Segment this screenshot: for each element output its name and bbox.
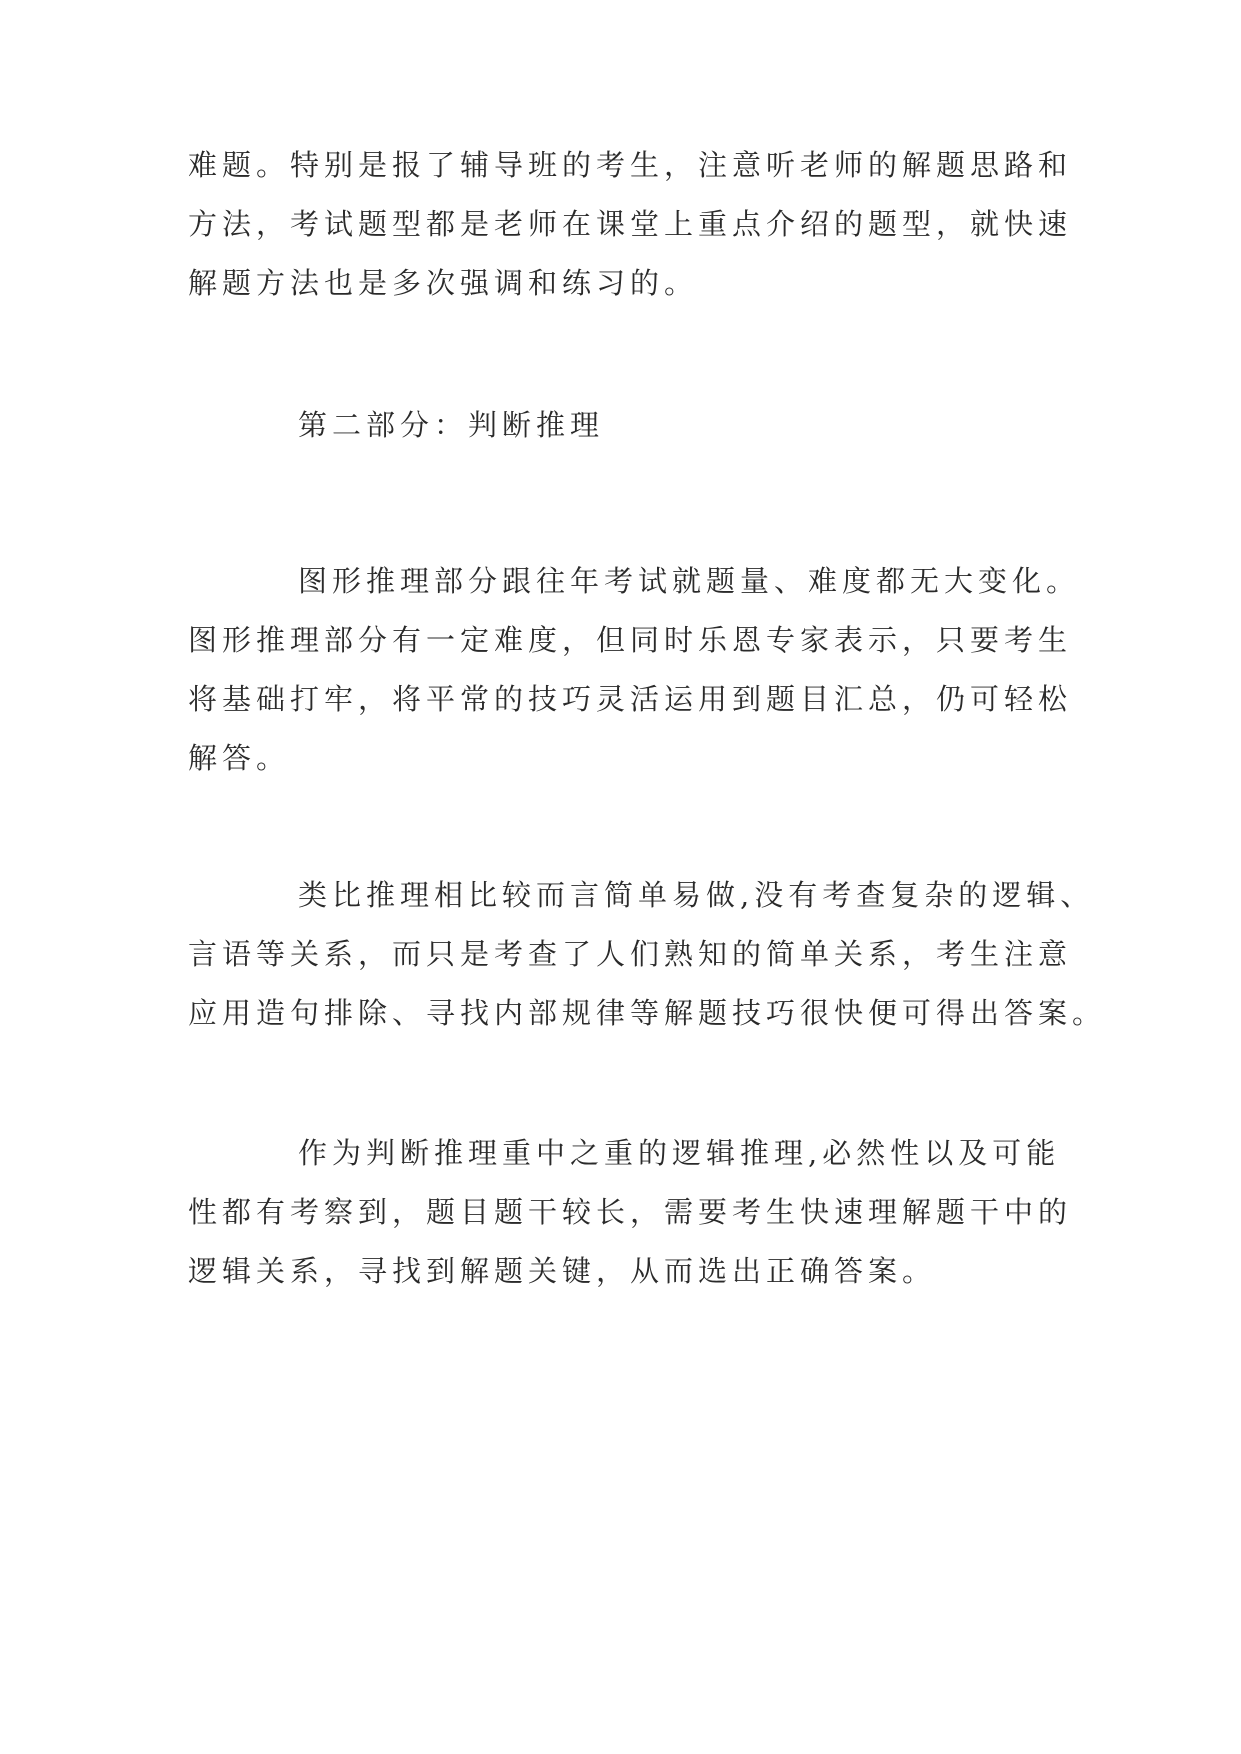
- text-line: 类比推理相比较而言简单易做,没有考查复杂的逻辑、: [298, 878, 1095, 912]
- text-line: 难题。特别是报了辅导班的考生，注意听老师的解题思路和: [188, 148, 1073, 182]
- section-title: 第二部分：判断推理: [298, 408, 605, 442]
- paragraph-analogy-reasoning: [188, 866, 1107, 1043]
- paragraph-intro-continuation: [188, 136, 1073, 313]
- paragraph-logic-reasoning: [188, 1124, 1073, 1301]
- text-line: 解答。: [188, 741, 291, 775]
- paragraph-graphic-reasoning: [188, 552, 1081, 788]
- text-line: 性都有考察到，题目题干较长，需要考生快速理解题干中的: [188, 1195, 1073, 1229]
- text-line: 图形推理部分有一定难度，但同时乐恩专家表示，只要考生: [188, 623, 1073, 657]
- text-line: 逻辑关系，寻找到解题关键，从而选出正确答案。: [188, 1254, 937, 1288]
- text-line: 解题方法也是多次强调和练习的。: [188, 266, 699, 300]
- text-line: 方法，考试题型都是老师在课堂上重点介绍的题型，就快速: [188, 207, 1073, 241]
- text-line: 作为判断推理重中之重的逻辑推理,必然性以及可能: [298, 1136, 1061, 1170]
- text-line: 言语等关系，而只是考查了人们熟知的简单关系，考生注意: [188, 937, 1073, 971]
- text-line: 图形推理部分跟往年考试就题量、难度都无大变化。: [298, 564, 1081, 598]
- text-line: 应用造句排除、寻找内部规律等解题技巧很快便可得出答案。: [188, 996, 1107, 1030]
- section-heading: [188, 396, 1068, 455]
- text-line: 将基础打牢，将平常的技巧灵活运用到题目汇总，仍可轻松: [188, 682, 1073, 716]
